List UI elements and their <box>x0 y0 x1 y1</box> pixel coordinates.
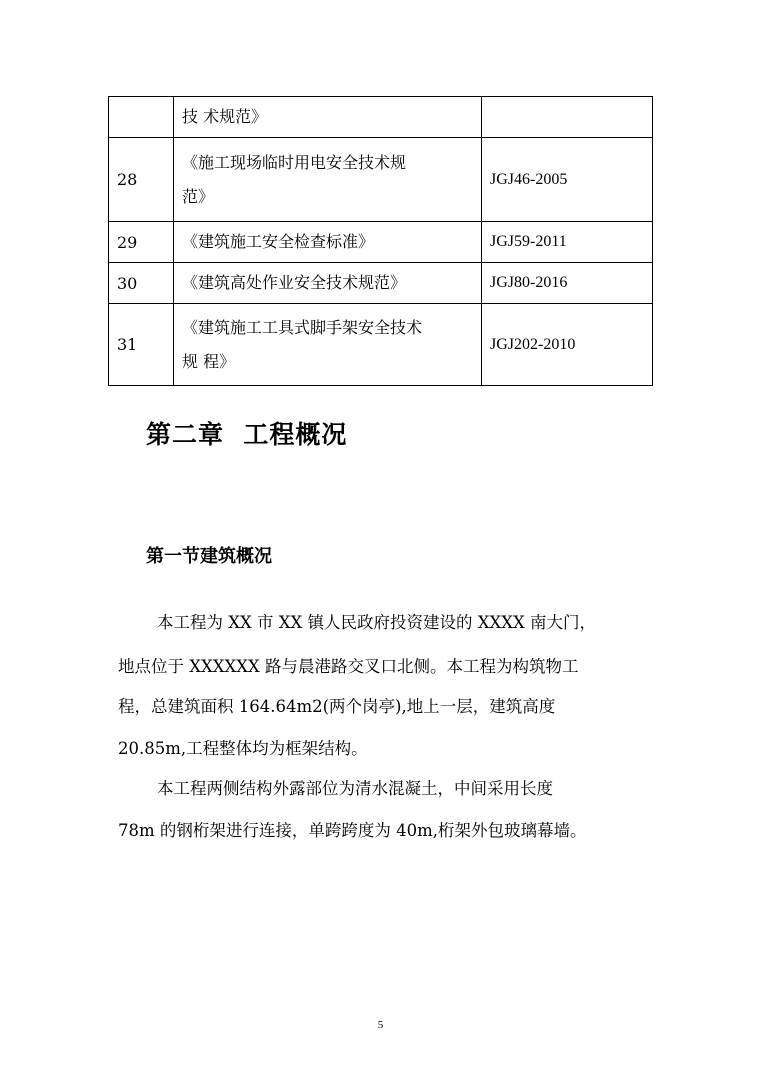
standard-name-line: 规 程》 <box>182 351 236 371</box>
standard-code: JGJ202-2010 <box>482 304 653 386</box>
standard-code: JGJ80-2016 <box>482 263 653 304</box>
row-number: 31 <box>109 304 174 386</box>
paragraph-line: 本工程两侧结构外露部位为清水混凝土，中间采用长度 <box>157 779 553 798</box>
standard-code: JGJ59-2011 <box>482 222 653 263</box>
standards-table <box>108 96 653 386</box>
standard-name-line: 《建筑施工工具式脚手架安全技术 <box>182 317 423 337</box>
standard-name-line: 范》 <box>182 186 215 206</box>
paragraph-line: 本工程为 XX 市 XX 镇人民政府投资建设的 XXXX 南大门， <box>157 613 596 632</box>
table-row <box>109 97 653 138</box>
section-title: 第一节建筑概况 <box>146 546 272 567</box>
row-number: 28 <box>109 138 174 222</box>
standard-name <box>174 263 482 304</box>
page-number: 5 <box>377 1019 384 1031</box>
table-row <box>109 222 653 263</box>
row-number: 30 <box>109 263 174 304</box>
paragraph-line: 程，总建筑面积 164.64m2(两个岗亭),地上一层，建筑高度 <box>118 697 556 716</box>
standard-name <box>174 97 482 138</box>
standard-name <box>174 304 482 386</box>
paragraph-line: 78m 的钢桁架进行连接，单跨跨度为 40m,桁架外包玻璃幕墙。 <box>118 821 587 840</box>
table-row <box>109 138 653 222</box>
standard-code: JGJ46-2005 <box>482 138 653 222</box>
paragraph-line: 20.85m,工程整体均为框架结构。 <box>118 739 368 758</box>
standard-name-line: 技 术规范》 <box>182 107 268 126</box>
chapter-title: 第二章 工程概况 <box>146 420 348 449</box>
standard-name <box>174 138 482 222</box>
standard-name <box>174 222 482 263</box>
table-row <box>109 263 653 304</box>
standard-name-line: 《施工现场临时用电安全技术规 <box>182 152 407 172</box>
row-number <box>109 97 174 138</box>
table-row <box>109 304 653 386</box>
standard-code <box>482 97 653 138</box>
row-number: 29 <box>109 222 174 263</box>
paragraph-line: 地点位于 XXXXXX 路与晨港路交叉口北侧。本工程为构筑物工 <box>118 657 579 676</box>
standard-name-line: 《建筑高处作业安全技术规范》 <box>182 273 407 292</box>
standard-name-line: 《建筑施工安全检查标准》 <box>182 232 375 251</box>
